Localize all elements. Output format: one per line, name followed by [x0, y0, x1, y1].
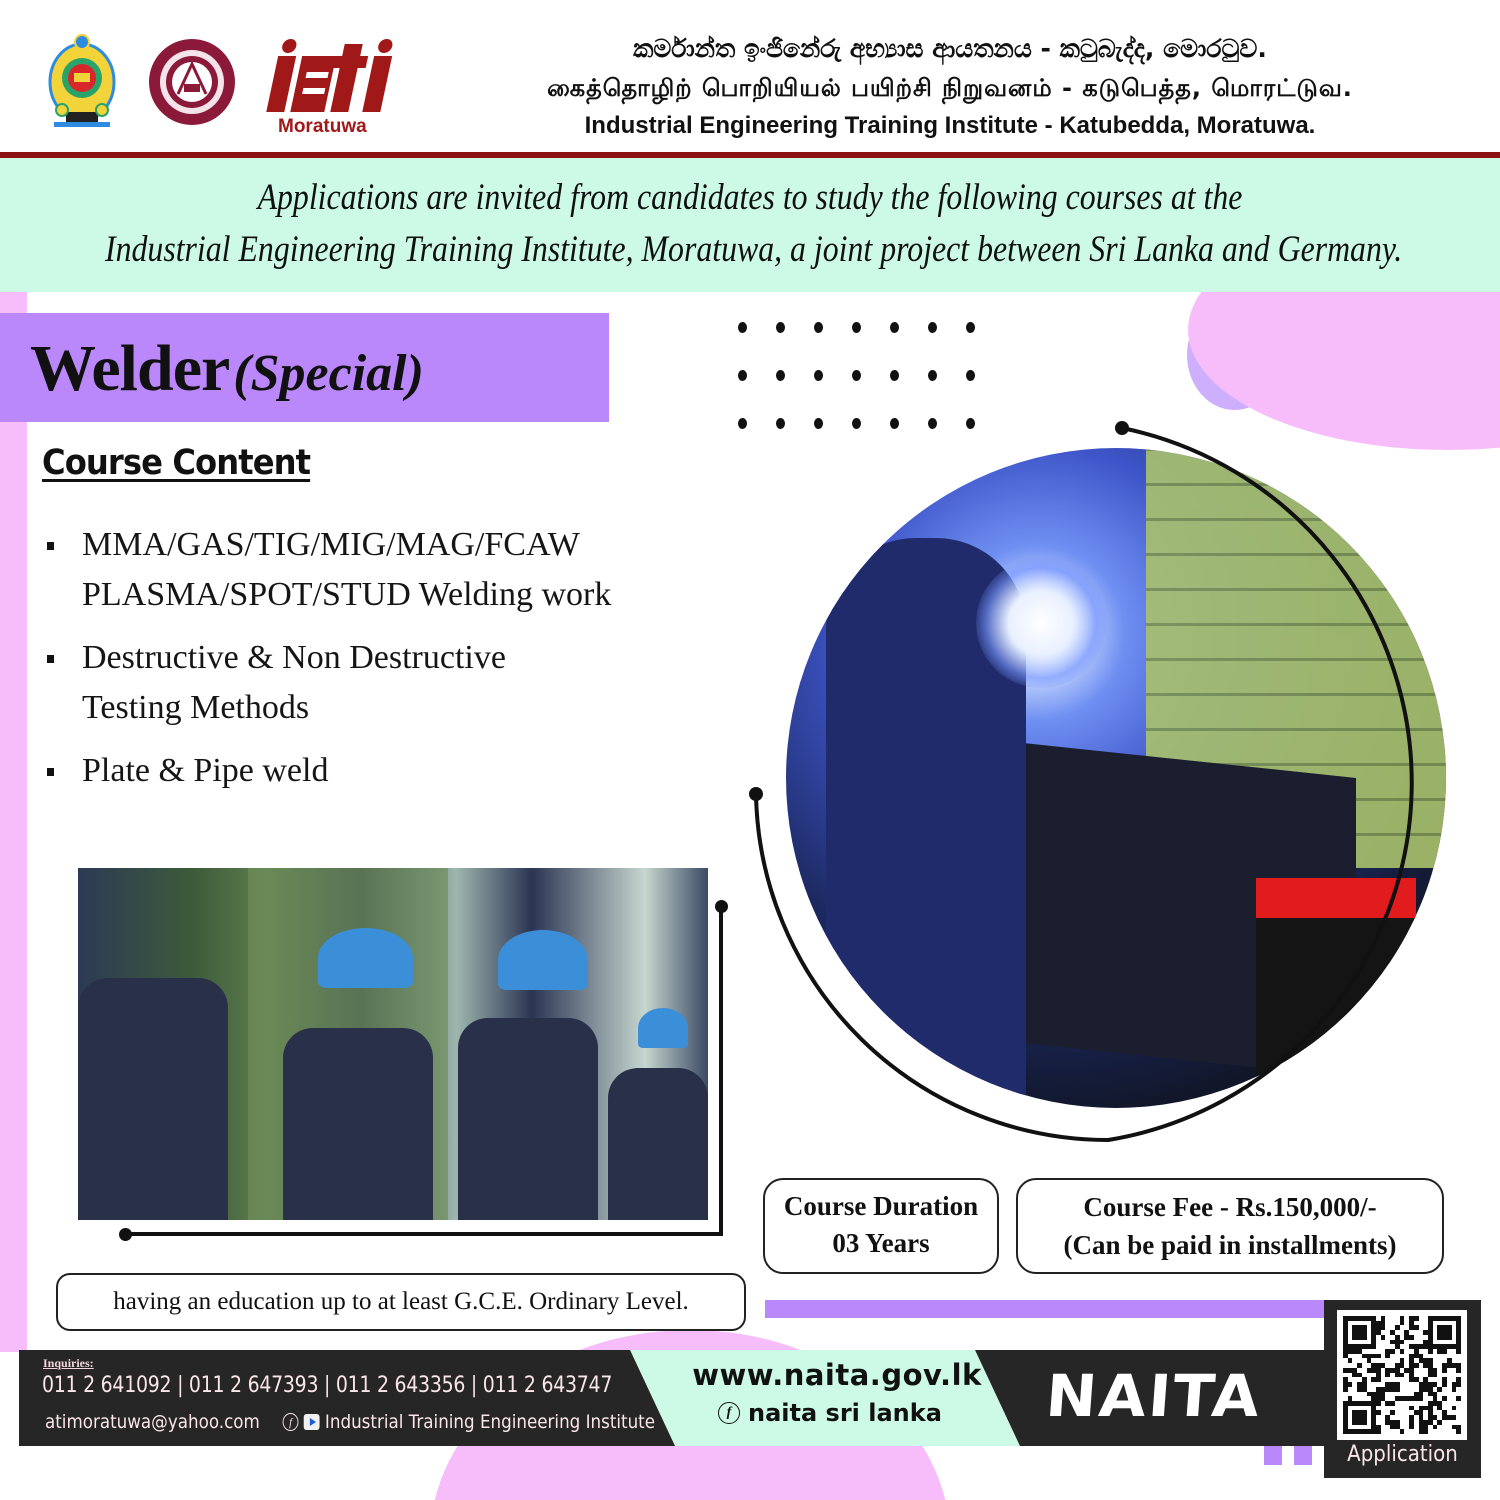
duration-value: 03 Years — [832, 1228, 930, 1258]
header — [0, 0, 1500, 152]
ieti-logo — [262, 38, 402, 138]
contact-line — [45, 1411, 655, 1433]
qr-code-icon[interactable] — [1337, 1310, 1467, 1440]
course-content-list — [42, 520, 611, 809]
inquiries-label: Inquiries: — [43, 1356, 94, 1370]
eligibility-box: having an education up to at least G.C.E. Ordinary Level. — [56, 1273, 746, 1331]
institute-name-block — [420, 30, 1480, 144]
decorative-bracket-line — [124, 1232, 723, 1236]
duration-label: Course Duration — [783, 1191, 979, 1221]
invitation-line-2: Industrial Engineering Training Institute, Moratuwa, a joint project between Sri Lanka and Germany. — [105, 229, 1403, 270]
course-title-subtitle: (Special) — [233, 345, 424, 402]
course-duration-box — [763, 1178, 999, 1274]
youtube-icon[interactable] — [304, 1414, 320, 1430]
facebook-icon: f — [718, 1402, 740, 1424]
decorative-square — [1264, 1443, 1282, 1465]
ieti-logo-subtitle: Moratuwa — [278, 116, 367, 137]
course-title-bar — [0, 313, 609, 422]
bullet-icon — [47, 655, 54, 663]
phone-numbers[interactable]: 011 2 641092 | 011 2 647393 | 011 2 643356 | 011 2 643747 — [42, 1373, 613, 1398]
naita-seal-icon — [148, 38, 236, 126]
qr-label: Application — [1347, 1442, 1458, 1467]
institute-name-sinhala: කර්මාන්ත ඉංජිනේරු අභ්‍යාස ආයතනය - කටුබැද්ද, මොරටුව. — [633, 34, 1267, 63]
decorative-circle-arc — [740, 410, 1500, 1170]
decorative-side-strip — [0, 292, 27, 1352]
gas-welding-students-photo — [78, 868, 708, 1220]
decorative-dot — [715, 900, 728, 913]
website-link[interactable]: www.naita.gov.lk — [692, 1358, 982, 1392]
decorative-square — [1294, 1443, 1312, 1465]
facebook-icon[interactable]: f — [283, 1413, 299, 1431]
naita-logo: NAITA — [1043, 1362, 1264, 1430]
list-item: Destructive & Non Destructive Testing Methods — [42, 633, 611, 733]
application-qr-panel[interactable] — [1324, 1300, 1481, 1478]
list-item: Plate & Pipe weld — [42, 746, 611, 796]
decorative-dot — [119, 1228, 132, 1241]
bullet-icon — [47, 542, 54, 550]
social-page-name[interactable]: Industrial Training Engineering Institute — [324, 1411, 656, 1433]
bullet-icon — [47, 768, 54, 776]
course-title-main: Welder — [30, 332, 230, 405]
fee-note: (Can be paid in installments) — [1063, 1230, 1397, 1260]
decorative-accent-bar — [765, 1300, 1325, 1318]
invitation-banner — [0, 158, 1500, 292]
fee-label: Course Fee - Rs.150,000/- — [1083, 1192, 1377, 1222]
ieti-logo-icon — [262, 38, 402, 116]
sri-lanka-emblem-icon — [48, 32, 116, 130]
institute-name-english: Industrial Engineering Training Institute - Katubedda, Moratuwa. — [584, 112, 1316, 139]
course-content-heading: Course Content — [42, 443, 311, 483]
email-link[interactable]: atimoratuwa@yahoo.com — [45, 1411, 260, 1433]
course-title — [30, 331, 424, 407]
invitation-line-1: Applications are invited from candidates to study the following courses at the — [257, 177, 1243, 218]
facebook-page-name: naita sri lanka — [748, 1399, 942, 1427]
institute-name-tamil: கைத்தொழிற் பொறியியல் பயிற்சி நிறுவனம் - கடுபெத்த, மொரட்டுவ. — [547, 74, 1353, 102]
facebook-page-link[interactable] — [718, 1399, 942, 1427]
decorative-bracket-line — [719, 906, 723, 1236]
list-item: MMA/GAS/TIG/MIG/MAG/FCAW PLASMA/SPOT/STUD Welding work — [42, 520, 611, 620]
course-fee-box — [1016, 1178, 1444, 1274]
